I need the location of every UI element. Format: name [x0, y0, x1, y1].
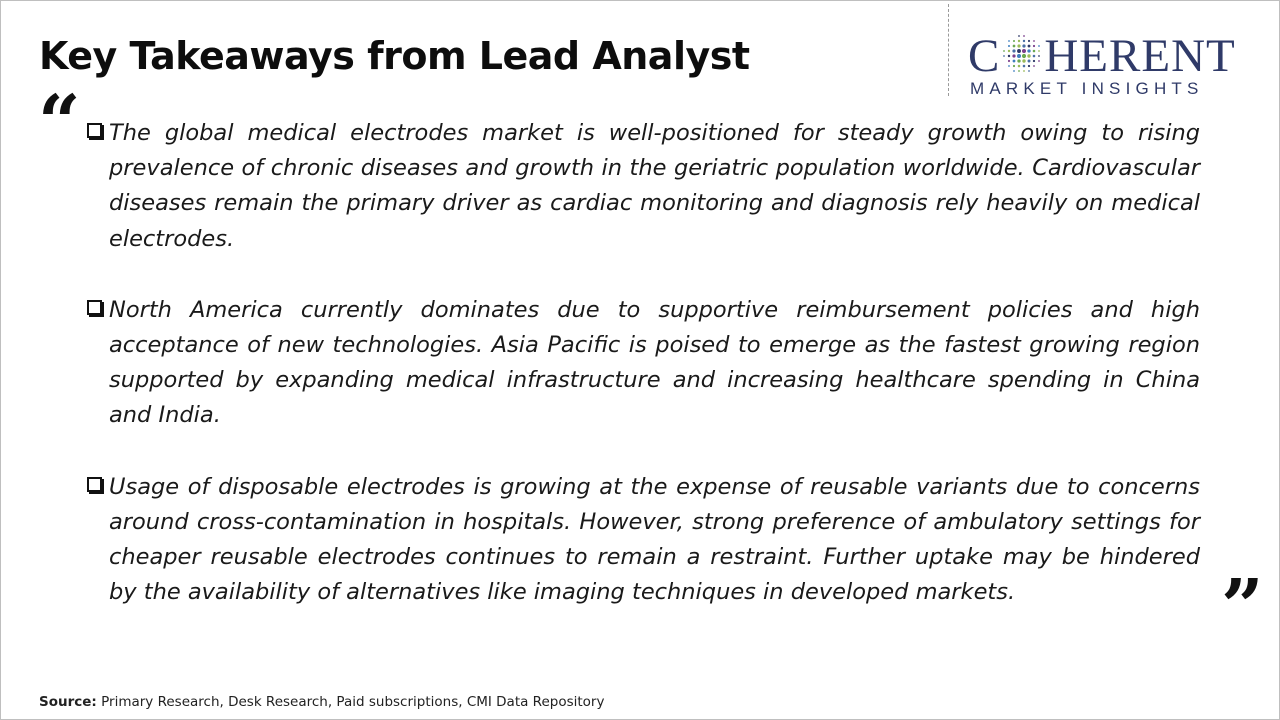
open-quote-icon: “: [38, 80, 81, 166]
page-title: Key Takeaways from Lead Analyst: [39, 34, 750, 78]
logo-subtitle: MARKET INSIGHTS: [970, 79, 1204, 98]
source-text: Primary Research, Desk Research, Paid subscriptions, CMI Data Repository: [96, 694, 605, 710]
takeaway-text: The global medical electrodes market is well-positioned for steady growth owing to rising prevalence of chronic diseases and growth in the geriatric population worldwide. Cardiovascular diseases remain the primary driver as cardiac monitoring and diagnosis rely heavily on medical electrodes.: [109, 120, 1200, 252]
logo-wordmark-end: HERENT: [1044, 30, 1236, 82]
company-logo: [968, 30, 1264, 100]
source-label: Source:: [39, 694, 97, 710]
checkbox-bullet-icon: [87, 123, 102, 138]
takeaway-item: [86, 470, 1200, 611]
takeaway-text: North America currently dominates due to supportive reimbursement policies and high acceptance of new technologies. Asia Pacific is poised to emerge as the fastest growing region supported by expanding medical infrastructure and increasing healthcare spending in China and India.: [109, 296, 1200, 429]
logo-wordmark-start: C: [968, 30, 1001, 82]
takeaway-item: [86, 116, 1200, 257]
logo-divider: [948, 4, 949, 96]
close-quote-icon: ”: [1221, 564, 1264, 650]
takeaway-text: Usage of disposable electrodes is growing at the expense of reusable variants due to concerns around cross-contamination in hospitals. However, strong preference of ambulatory settings for cheaper reusable electrodes continues to remain a restraint. Further uptake may be hindered by the availability of alternatives like imaging techniques in developed markets.: [109, 473, 1200, 606]
takeaways-list: [86, 116, 1200, 646]
source-note: [39, 694, 604, 710]
checkbox-bullet-icon: [87, 477, 102, 492]
logo-wordmark: [968, 30, 1236, 82]
checkbox-bullet-icon: [87, 300, 102, 315]
globe-dots-icon: [1001, 33, 1043, 75]
takeaway-item: [86, 293, 1200, 434]
